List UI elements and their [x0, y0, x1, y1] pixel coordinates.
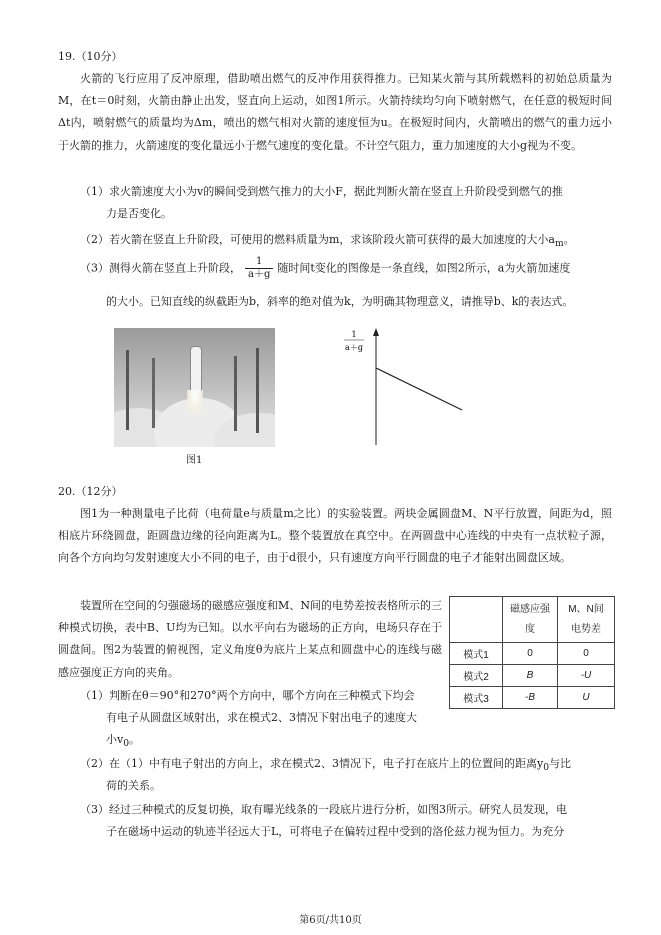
launch-tower	[234, 356, 237, 431]
table-cell-mode: 模式1	[450, 643, 503, 665]
page-footer: 第6页/共10页	[299, 915, 362, 926]
q20-part3-line1: （3）经过三种模式的反复切换，取有曝光线条的一段底片进行分析，如图3所示。研究人员发现，电	[80, 803, 567, 816]
q20-part2-line1: （2）在（1）中有电子射出的方向上，求在模式2、3情况下，电子打在底片上的位置间的距离$y_0$与比	[80, 757, 572, 774]
fraction-1-over-a-plus-g: $\frac{1}{a+g}$	[245, 256, 273, 281]
q20-part3-line2: 子在磁场中运动的轨迹半径远大于L，可将电子在偏转过程中受到的洛伦兹力视为恒力。为充分	[106, 825, 565, 838]
figure-2-graph	[330, 325, 470, 450]
launch-tower	[126, 350, 129, 430]
q20-part1-line2: 有电子从圆盘区域射出，求在模式2、3情况下射出电子的速度大	[106, 711, 417, 724]
rocket-body	[190, 346, 202, 394]
mode-table	[449, 596, 615, 709]
table-row	[450, 687, 615, 709]
y-axis-label-denominator: a＋g	[345, 343, 363, 352]
y-axis-arrow	[373, 328, 379, 336]
table-row	[450, 665, 615, 687]
q19-header: 19.（10分）	[58, 50, 123, 63]
rocket-exhaust	[187, 390, 203, 414]
launch-tower	[152, 358, 155, 428]
linear-graph-line	[376, 368, 462, 410]
q20-intro: 图1为一种测量电子比荷（电荷量e与质量m之比）的实验装置。两块金属圆盘M、N平行放置，间距为d，照相底片环绕圆盘，距圆盘边缘的径向距离为L。整个装置放在真空中。在两圆盘中心连线的中央有一点状粒子源，向各个方向均匀发射速度大小不同的电子，由于d很小，只有速度方向平行圆盘的电子才能射出圆盘区域。	[58, 507, 612, 565]
q20-part1-line1: （1）判断在θ＝90°和270°两个方向中，哪个方向在三种模式下均会	[80, 689, 415, 702]
table-cell-mode: 模式3	[450, 687, 503, 709]
table-header-magnetic: 磁感应强 度	[503, 597, 558, 643]
q19-intro: 火箭的飞行应用了反冲原理，借助喷出燃气的反冲作用获得推力。已知某火箭与其所载燃料的初始总质量为M，在t＝0时刻，火箭由静止出发，竖直向上运动，如图1所示。火箭持续均匀向下喷射燃气，在任意的极短时间Δt内，喷射燃气的质量均为Δm，喷出的燃气相对火箭的速度恒为u。在极短时间内，火箭喷出的燃气的重力远小于火箭的推力，火箭速度的变化量远小于燃气速度的变化量。不计空气阻力，重力加速度的大小g视为不变。	[58, 72, 612, 152]
table-cell-u: U	[558, 687, 615, 709]
rocket-launch-photo	[114, 328, 275, 447]
table-cell-u: 0	[558, 643, 615, 665]
q19-part2: （2）若火箭在竖直上升阶段，可使用的燃料质量为m，求该阶段火箭可获得的最大加速度的大小$a_m$。	[80, 233, 575, 250]
figure-1-caption: 图1	[186, 455, 203, 466]
q20-part1-line3: 小$v_0$。	[106, 733, 141, 750]
table-row	[450, 643, 615, 665]
table-cell-b: -B	[503, 687, 558, 709]
q19-part3-line2: 的大小。已知直线的纵截距为b，斜率的绝对值为k，为明确其物理意义，请推导b、k的表达式。	[106, 295, 574, 308]
q20-part2-line2: 荷的关系。	[106, 779, 161, 792]
y-axis-label-numerator: 1	[351, 330, 357, 339]
table-cell-mode: 模式2	[450, 665, 503, 687]
q19-part3-line1: （3）测得火箭在竖直上升阶段， $\frac{1}{a+g}$ 随时间t变化的图像是一条直线，如图2所示，a为火箭加速度	[80, 256, 571, 280]
q19-part1-line2: 力是否变化。	[106, 207, 172, 220]
launch-tower	[256, 348, 259, 433]
table-cell-u: -U	[558, 665, 615, 687]
table-header-voltage: M、N间 电势差	[558, 597, 615, 643]
q19-part1-line1: （1）求火箭速度大小为v的瞬间受到燃气推力的大小F，据此判断火箭在竖直上升阶段受到燃气的推	[80, 185, 563, 198]
table-cell-b: 0	[503, 643, 558, 665]
table-cell-b: B	[503, 665, 558, 687]
q20-para2: 装置所在空间的匀强磁场的磁感应强度和M、N间的电势差按表格所示的三种模式切换，表中B、U均为已知。以水平向右为磁场的正方向，电场只存在于圆盘间。图2为装置的俯视图，定义角度θ为底片上某点和圆盘中心的连线与磁感应强度正方向的夹角。	[58, 599, 442, 679]
table-corner-cell	[450, 597, 503, 643]
q20-header: 20.（12分）	[58, 485, 123, 498]
